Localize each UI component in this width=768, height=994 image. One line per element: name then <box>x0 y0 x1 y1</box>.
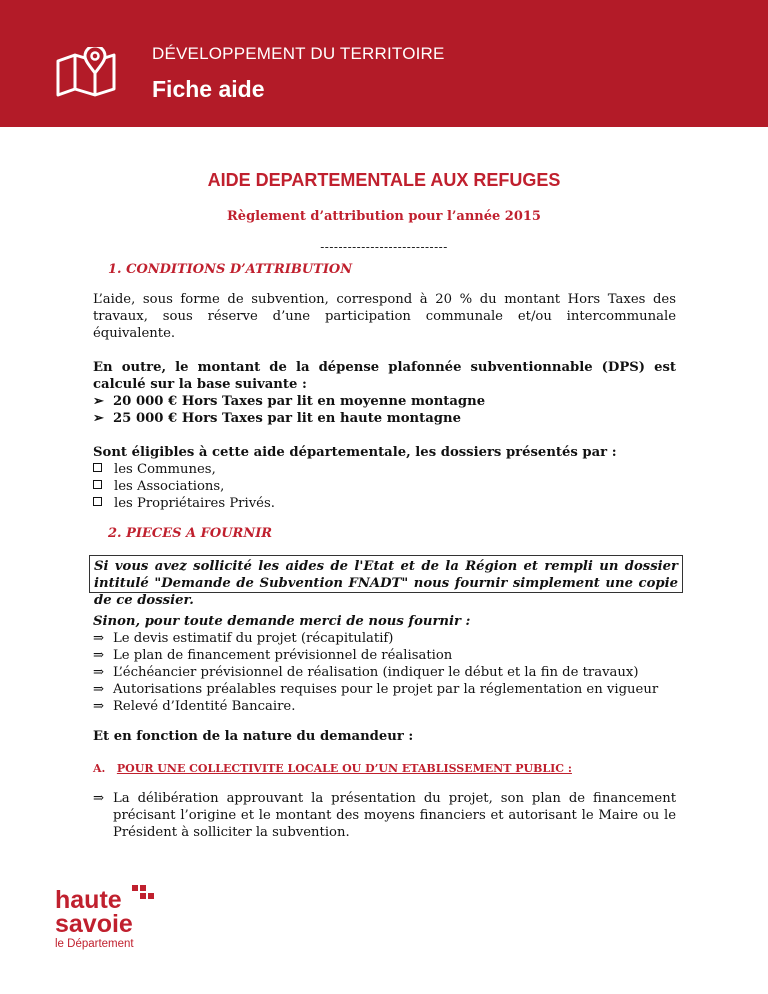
implies-arrow-icon: ⇒ <box>93 682 105 697</box>
section-2-heading: 2. PIECES A FOURNIR <box>108 526 273 541</box>
dps-item: ➢ 20 000 € Hors Taxes par lit en moyenne montagne <box>93 394 486 409</box>
document-title: AIDE DEPARTEMENTALE AUX REFUGES <box>207 170 561 190</box>
eligible-item: les Communes, <box>93 461 216 478</box>
fnadt-notice-box: Si vous avez sollicité les aides de l'Etat et de la Région et rempli un dossier intitulé "Demande de Subvention FNADT" nous fournir simplement une copie de ce dossier. <box>89 555 683 593</box>
document-item: ⇒ Relevé d’Identité Bancaire. <box>93 699 296 714</box>
document-item: ⇒ L’échéancier prévisionnel de réalisation (indiquer le début et la fin de travaux) <box>93 665 639 680</box>
implies-arrow-icon: ⇒ <box>93 699 105 714</box>
header-kicker: DÉVELOPPEMENT DU TERRITOIRE <box>152 44 445 63</box>
checkbox-bullet-icon <box>93 497 102 506</box>
implies-arrow-icon: ⇒ <box>93 648 105 663</box>
checkbox-bullet-icon <box>93 480 102 489</box>
implies-arrow-icon: ⇒ <box>93 631 105 646</box>
document-item: ⇒ Le plan de financement prévisionnel de réalisation <box>93 648 453 663</box>
eligible-intro: Sont éligibles à cette aide départementale, les dossiers présentés par : <box>93 445 617 460</box>
checkbox-bullet-icon <box>93 463 102 472</box>
document-item: ⇒ Le devis estimatif du projet (récapitulatif) <box>93 631 394 646</box>
eligible-item: les Propriétaires Privés. <box>93 495 275 512</box>
section-1-heading: 1. CONDITIONS D’ATTRIBUTION <box>108 262 353 277</box>
haute-savoie-logo <box>55 887 155 957</box>
implies-arrow-icon: ⇒ <box>93 665 105 680</box>
otherwise-intro: Sinon, pour toute demande merci de nous fournir : <box>93 614 471 629</box>
dps-intro: En outre, le montant de la dépense plafonnée subventionnable (DPS) est calculé sur la base suivante : <box>93 360 676 392</box>
map-pin-icon <box>55 47 117 97</box>
separator: ---------------------------- <box>320 240 448 254</box>
logo-line-2: savoie <box>55 910 133 938</box>
arrow-bullet-icon: ➢ <box>93 394 105 409</box>
eligible-item: les Associations, <box>93 478 224 495</box>
dps-item: ➢ 25 000 € Hors Taxes par lit en haute montagne <box>93 411 461 426</box>
subsection-a-text: La délibération approuvant la présentation du projet, son plan de financement précisant l’origine et le montant des moyens financiers et autorisant le Maire ou le Président à solliciter la subvention. <box>113 791 676 840</box>
logo-squares-icon <box>132 885 154 907</box>
subsection-a-arrow <box>93 790 113 807</box>
document-item: ⇒ Autorisations préalables requises pour le projet par la réglementation en vigueur <box>93 682 659 697</box>
header-banner <box>0 0 768 127</box>
logo-line-3: le Département <box>55 938 134 950</box>
document-subtitle: Règlement d’attribution pour l’année 2015 <box>227 209 541 224</box>
by-applicant-intro: Et en fonction de la nature du demandeur : <box>93 729 414 744</box>
logo-line-1: haute <box>55 886 122 914</box>
subsection-a-heading: A. POUR UNE COLLECTIVITE LOCALE OU D’UN ETABLISSEMENT PUBLIC : <box>93 762 572 775</box>
arrow-bullet-icon: ➢ <box>93 411 105 426</box>
section-1-intro: L’aide, sous forme de subvention, correspond à 20 % du montant Hors Taxes des travaux, sous réserve d’une participation communale et/ou intercommunale équivalente. <box>93 292 676 341</box>
implies-arrow-icon: ⇒ <box>93 791 105 806</box>
header-title: Fiche aide <box>152 76 265 102</box>
